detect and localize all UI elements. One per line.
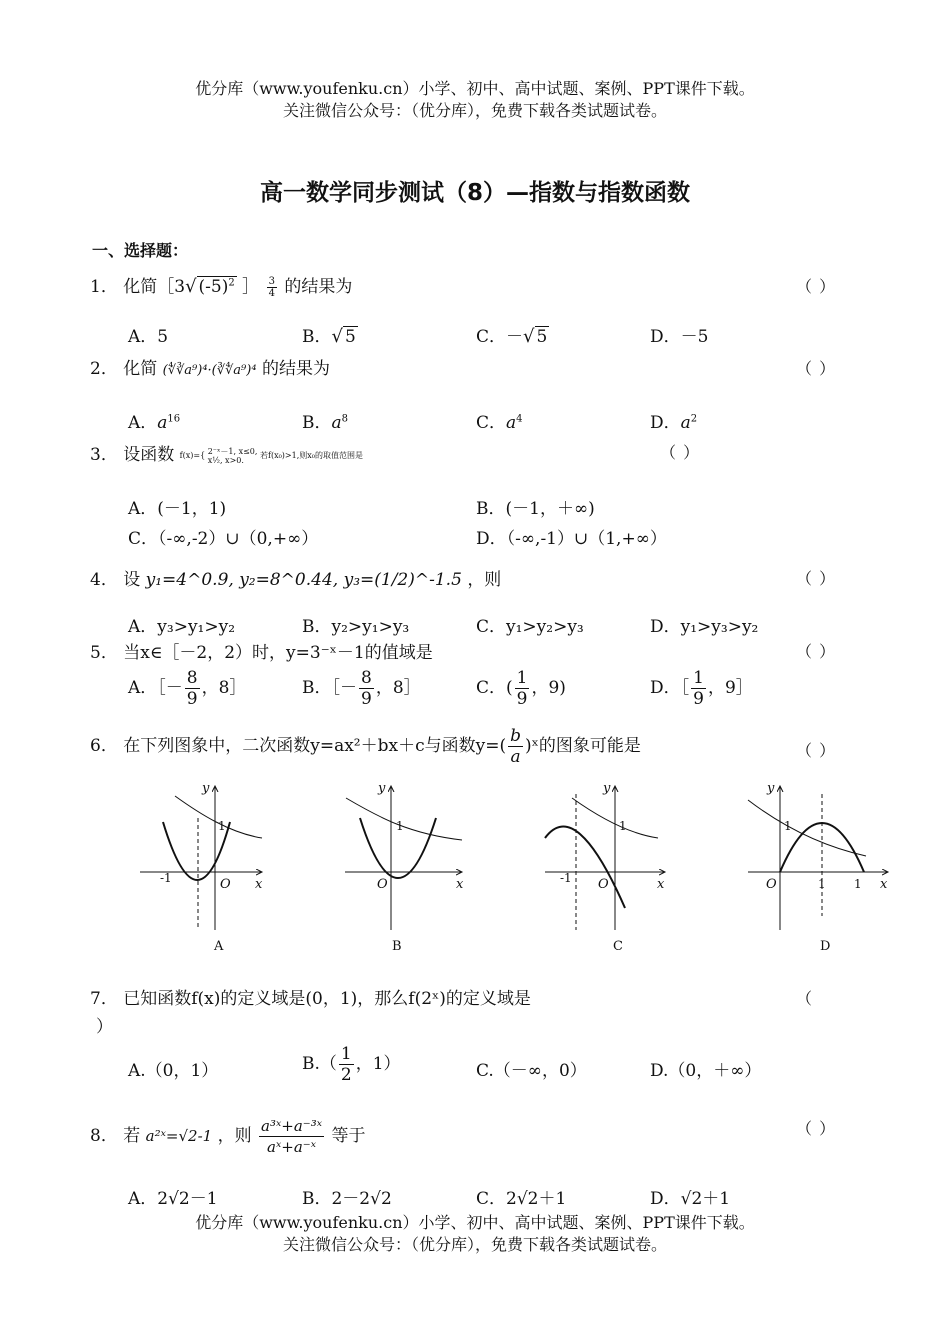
graph-b[interactable] — [345, 781, 464, 954]
answer-blank-close[interactable]: ） — [96, 1017, 113, 1037]
option-b[interactable]: B．$a^8$ — [302, 413, 349, 433]
option-d[interactable]: D．［ $\frac{1}{9}$ ，9］ — [650, 668, 753, 709]
question-8: 8． 若 a²ˣ=√2-1 ，则 $\frac{\text{a³ˣ+a⁻³ˣ}}{\text{aˣ+a⁻ˣ}}$ 等于 — [90, 1117, 366, 1156]
question-number: 3． — [90, 445, 118, 465]
answer-blank[interactable]: （ ） — [796, 1119, 837, 1138]
answer-blank[interactable]: （ ） — [796, 741, 837, 760]
svg-text:1: 1 — [784, 819, 792, 833]
banner-line-2: 关注微信公众号：（优分库），免费下载各类试题试卷。 — [282, 1235, 667, 1254]
question-5 — [90, 638, 433, 663]
question-7 — [90, 984, 531, 1009]
svg-text:-1: -1 — [160, 871, 172, 885]
svg-text:O: O — [598, 877, 609, 892]
question-1: 1． 化简［3√ $(-5)^2$ ］ $\frac{3}{4}$ 的结果为 — [90, 276, 353, 299]
option-d[interactable]: D.（0，＋∞） — [650, 1061, 762, 1081]
svg-text:O: O — [220, 877, 231, 892]
question-text: 已知函数f(x)的定义域是(0，1)，那么f(2ˣ)的定义域是 — [123, 989, 531, 1009]
option-d[interactable]: D．（-∞,-1）∪（1,+∞） — [476, 529, 667, 549]
option-c[interactable]: C．y₁>y₂>y₃ — [476, 617, 584, 637]
svg-text:-1: -1 — [560, 871, 572, 885]
svg-text:x: x — [657, 877, 665, 892]
option-b[interactable]: B．2－2√2 — [302, 1189, 392, 1209]
banner-line-1: 优分库（www.youfenku.cn）小学、初中、高中试题、案例、PPT课件下载。 — [195, 1213, 755, 1232]
svg-text:1: 1 — [218, 819, 226, 833]
svg-text:1: 1 — [396, 819, 404, 833]
page-title: 高一数学同步测试（8）—指数与指数函数 — [259, 180, 690, 206]
header-banner — [0, 78, 950, 122]
svg-text:x: x — [255, 877, 263, 892]
option-a[interactable]: A．2√2－1 — [128, 1189, 218, 1209]
graph-c[interactable] — [545, 781, 665, 954]
option-d[interactable]: D．y₁>y₃>y₂ — [650, 617, 759, 637]
svg-text:B: B — [392, 939, 402, 954]
svg-text:D: D — [820, 939, 831, 954]
option-d[interactable]: D．√2＋1 — [650, 1189, 731, 1209]
question-number: 1． — [90, 277, 118, 297]
option-c[interactable]: C．( $\frac{1}{9}$ ，9) — [476, 668, 566, 709]
expression: (∜∛a⁹)⁴·(∛∜a⁹)⁴ — [162, 363, 257, 378]
option-d[interactable]: D．$a^2$ — [650, 413, 698, 433]
answer-blank[interactable]: （ ） — [796, 277, 837, 296]
option-c[interactable]: C．2√2＋1 — [476, 1189, 567, 1209]
answer-blank[interactable]: （ ） — [660, 443, 701, 462]
section-heading: 一、选择题： — [92, 241, 189, 260]
svg-text:O: O — [377, 877, 388, 892]
svg-text:1: 1 — [619, 819, 627, 833]
svg-text:y: y — [603, 781, 611, 796]
svg-text:C: C — [613, 939, 623, 954]
option-a[interactable]: A．$a^{16}$ — [128, 413, 181, 433]
question-4: 4． 设 y₁=4^0.9, y₂=8^0.44, y₃=(1/2)^-1.5 ，则 — [90, 570, 502, 590]
answer-blank[interactable]: （ ） — [796, 642, 837, 661]
option-c[interactable]: C．（-∞,-2）∪（0,+∞） — [128, 529, 319, 549]
option-b[interactable]: B.（ $\frac{1}{2}$ ，1） — [302, 1044, 401, 1085]
svg-text:y: y — [378, 781, 386, 796]
option-b[interactable]: B．y₂>y₁>y₃ — [302, 617, 410, 637]
footer-banner — [0, 1212, 950, 1256]
question-text: 当x∈［－2，2）时，y=3⁻ˣ－1的值域是 — [123, 643, 433, 663]
graph-options — [0, 778, 950, 958]
banner-line-1: 优分库（www.youfenku.cn）小学、初中、高中试题、案例、PPT课件下载。 — [195, 79, 755, 98]
option-a[interactable]: A．y₃>y₁>y₂ — [128, 617, 236, 637]
question-number: 8． — [90, 1126, 118, 1146]
option-d[interactable]: D．－5 — [650, 327, 709, 347]
option-c[interactable]: C.（－∞，0） — [476, 1061, 587, 1081]
question-text: 化简［3 — [123, 277, 186, 297]
svg-text:y: y — [767, 781, 775, 796]
banner-line-2: 关注微信公众号：（优分库），免费下载各类试题试卷。 — [282, 101, 667, 120]
option-b[interactable]: B．√ 5 — [302, 326, 356, 347]
answer-blank[interactable]: （ ） — [796, 359, 837, 378]
graph-a[interactable] — [140, 781, 263, 954]
option-a[interactable]: A．5 — [128, 327, 169, 347]
svg-text:O: O — [766, 877, 777, 892]
graph-d[interactable] — [748, 781, 888, 954]
question-number: 4． — [90, 570, 118, 590]
question-number: 7． — [90, 989, 118, 1009]
svg-text:1: 1 — [818, 877, 826, 891]
condition: a²ˣ=√2-1 — [145, 1127, 213, 1145]
option-c[interactable]: C．$a^4$ — [476, 413, 523, 433]
option-a[interactable]: A．［－ $\frac{8}{9}$ ，8］ — [128, 668, 247, 709]
question-number: 5． — [90, 643, 118, 663]
option-b[interactable]: B．(－1，＋∞) — [476, 499, 595, 519]
question-2: 2． 化简 (∜∛a⁹)⁴·(∛∜a⁹)⁴ 的结果为 — [90, 359, 330, 379]
svg-text:A: A — [214, 939, 224, 954]
option-b[interactable]: B．［－ $\frac{8}{9}$ ，8］ — [302, 668, 421, 709]
svg-text:x: x — [880, 877, 888, 892]
svg-text:1: 1 — [854, 877, 862, 891]
question-6: 6． 在下列图象中，二次函数y=ax²＋bx＋c与函数y=( $\frac{b}{a}$ )ˣ的图象可能是 — [90, 726, 641, 767]
question-3: 3． 设函数 f(x)={ 2⁻ˣ－1, x≤0, x½, x>0. 若f(x₀)>1,则x₀的取值范围是 — [90, 445, 363, 465]
option-a[interactable]: A.（0，1） — [128, 1061, 219, 1081]
question-number: 2． — [90, 359, 118, 379]
answer-blank-open[interactable]: （ — [796, 989, 814, 1008]
option-c[interactable]: C．－√ 5 — [476, 326, 548, 347]
svg-text:y: y — [202, 781, 210, 796]
question-number: 6． — [90, 736, 118, 756]
svg-text:x: x — [456, 877, 464, 892]
answer-blank[interactable]: （ ） — [796, 569, 837, 588]
option-a[interactable]: A．(－1，1) — [128, 499, 227, 519]
expression: y₁=4^0.9, y₂=8^0.44, y₃=(1/2)^-1.5 — [145, 570, 462, 590]
